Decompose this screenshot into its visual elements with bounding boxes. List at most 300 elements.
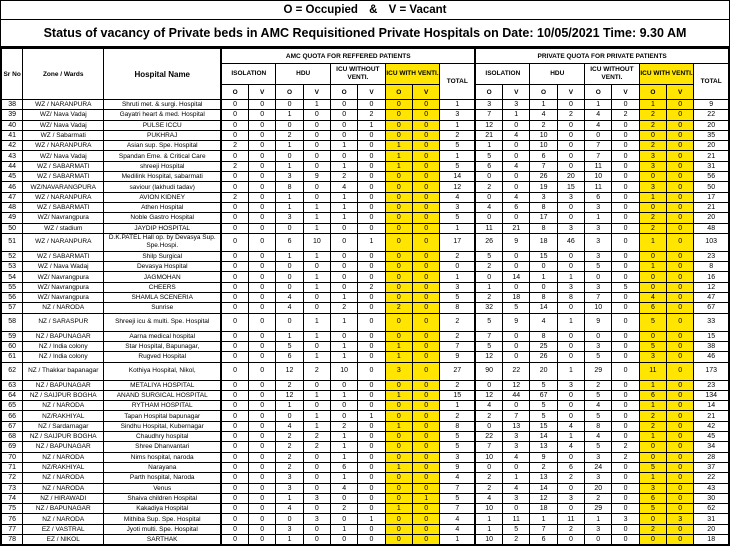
cell-pvt-total: 46 bbox=[694, 352, 729, 362]
table-row bbox=[2, 223, 729, 233]
cell-pvt-icu-with-v: 0 bbox=[667, 282, 694, 292]
table-row bbox=[2, 110, 729, 120]
cell-amc-total: 2 bbox=[440, 313, 475, 331]
cell-zone: WZ / SABARMATI bbox=[23, 172, 104, 182]
cell-amc-hdu-v: 0 bbox=[303, 524, 330, 534]
cell-pvt-isolation-v: 1 bbox=[503, 110, 530, 120]
cell-amc-icu-without-o: 0 bbox=[331, 151, 358, 161]
cell-amc-isolation-o: 0 bbox=[221, 130, 248, 140]
cell-pvt-isolation-v: 11 bbox=[503, 514, 530, 524]
cell-pvt-isolation-o: 2 bbox=[475, 473, 502, 483]
cell-zone: EZ / VASTRAL bbox=[23, 524, 104, 534]
cell-amc-icu-with-o: 0 bbox=[385, 272, 412, 282]
cell-pvt-isolation-v: 0 bbox=[503, 172, 530, 182]
cell-pvt-icu-without-o: 0 bbox=[585, 534, 612, 544]
cell-pvt-hdu-v: 46 bbox=[557, 233, 584, 251]
cell-hospital-name: METALIYA HOSPITAL bbox=[104, 380, 221, 390]
table-row bbox=[2, 151, 729, 161]
cell-sr-no: 72 bbox=[2, 473, 23, 483]
cell-amc-isolation-o: 2 bbox=[221, 141, 248, 151]
cell-pvt-isolation-o: 0 bbox=[475, 213, 502, 223]
cell-amc-icu-without-o: 0 bbox=[331, 411, 358, 421]
cell-pvt-isolation-o: 32 bbox=[475, 303, 502, 313]
cell-zone: NZ / NARODA bbox=[23, 303, 104, 313]
cell-amc-icu-with-v: 0 bbox=[413, 151, 440, 161]
cell-amc-hdu-o: 4 bbox=[276, 421, 303, 431]
cell-pvt-icu-without-o: 5 bbox=[585, 411, 612, 421]
cell-pvt-hdu-o: 7 bbox=[530, 161, 557, 171]
cell-amc-isolation-o: 0 bbox=[221, 401, 248, 411]
cell-amc-hdu-v: 1 bbox=[303, 251, 330, 261]
cell-pvt-icu-with-o: 2 bbox=[639, 110, 666, 120]
header-pvt-total: TOTAL bbox=[694, 64, 729, 100]
cell-pvt-icu-without-v: 5 bbox=[612, 282, 639, 292]
cell-pvt-isolation-o: 10 bbox=[475, 452, 502, 462]
cell-pvt-isolation-v: 4 bbox=[503, 161, 530, 171]
header-zone: Zone / Wards bbox=[23, 49, 104, 100]
cell-pvt-total: 15 bbox=[694, 331, 729, 341]
cell-pvt-icu-with-o: 3 bbox=[639, 151, 666, 161]
cell-pvt-isolation-v: 0 bbox=[503, 341, 530, 351]
cell-amc-icu-with-v: 0 bbox=[413, 213, 440, 223]
cell-amc-isolation-o: 0 bbox=[221, 172, 248, 182]
cell-amc-icu-with-o: 0 bbox=[385, 473, 412, 483]
cell-amc-hdu-v: 0 bbox=[303, 182, 330, 192]
cell-amc-hdu-v: 1 bbox=[303, 421, 330, 431]
cell-pvt-icu-with-o: 6 bbox=[639, 493, 666, 503]
cell-amc-icu-with-o: 0 bbox=[385, 130, 412, 140]
cell-pvt-total: 20 bbox=[694, 213, 729, 223]
cell-amc-icu-with-o: 0 bbox=[385, 172, 412, 182]
cell-pvt-isolation-o: 4 bbox=[475, 493, 502, 503]
cell-pvt-isolation-v: 4 bbox=[503, 452, 530, 462]
cell-pvt-hdu-o: 18 bbox=[530, 504, 557, 514]
cell-sr-no: 49 bbox=[2, 213, 23, 223]
cell-amc-icu-without-v: 0 bbox=[358, 100, 385, 110]
cell-pvt-icu-with-o: 5 bbox=[639, 462, 666, 472]
cell-amc-isolation-o: 0 bbox=[221, 151, 248, 161]
cell-pvt-icu-with-v: 0 bbox=[667, 504, 694, 514]
cell-amc-hdu-v: 0 bbox=[303, 130, 330, 140]
cell-sr-no: 75 bbox=[2, 504, 23, 514]
cell-amc-isolation-v: 0 bbox=[249, 272, 276, 282]
cell-amc-icu-without-o: 0 bbox=[331, 331, 358, 341]
cell-amc-icu-without-v: 0 bbox=[358, 130, 385, 140]
cell-amc-hdu-o: 2 bbox=[276, 130, 303, 140]
cell-amc-icu-without-o: 0 bbox=[331, 233, 358, 251]
table-row bbox=[2, 100, 729, 110]
table-row bbox=[2, 432, 729, 442]
cell-amc-icu-with-o: 3 bbox=[385, 362, 412, 380]
cell-pvt-isolation-o: 0 bbox=[475, 421, 502, 431]
cell-pvt-hdu-v: 0 bbox=[557, 504, 584, 514]
cell-pvt-hdu-v: 11 bbox=[557, 514, 584, 524]
legend bbox=[1, 1, 729, 20]
cell-pvt-icu-without-v: 0 bbox=[612, 483, 639, 493]
cell-amc-hdu-o: 3 bbox=[276, 473, 303, 483]
cell-pvt-total: 134 bbox=[694, 390, 729, 400]
header-amc-hdu: HDU bbox=[276, 64, 331, 85]
cell-pvt-isolation-o: 12 bbox=[475, 352, 502, 362]
cell-amc-hdu-o: 3 bbox=[276, 483, 303, 493]
cell-amc-isolation-v: 0 bbox=[249, 161, 276, 171]
cell-amc-hdu-v: 0 bbox=[303, 534, 330, 544]
cell-amc-icu-without-v: 0 bbox=[358, 401, 385, 411]
cell-amc-icu-without-v: 0 bbox=[358, 452, 385, 462]
cell-pvt-icu-with-v: 0 bbox=[667, 390, 694, 400]
cell-pvt-icu-without-v: 0 bbox=[612, 120, 639, 130]
cell-pvt-hdu-o: 8 bbox=[530, 223, 557, 233]
cell-pvt-icu-with-v: 0 bbox=[667, 493, 694, 503]
cell-amc-icu-without-o: 1 bbox=[331, 473, 358, 483]
cell-pvt-hdu-v: 15 bbox=[557, 182, 584, 192]
cell-pvt-icu-with-o: 2 bbox=[639, 223, 666, 233]
cell-pvt-isolation-v: 3 bbox=[503, 442, 530, 452]
header-pvt-hdu: HDU bbox=[530, 64, 585, 85]
cell-zone: NZ/RAKHIYAL bbox=[23, 462, 104, 472]
table-row bbox=[2, 390, 729, 400]
cell-pvt-icu-without-o: 4 bbox=[585, 401, 612, 411]
cell-pvt-hdu-v: 0 bbox=[557, 161, 584, 171]
cell-pvt-icu-without-v: 0 bbox=[612, 172, 639, 182]
cell-pvt-hdu-o: 15 bbox=[530, 251, 557, 261]
cell-pvt-hdu-v: 0 bbox=[557, 534, 584, 544]
cell-amc-isolation-v: 0 bbox=[249, 293, 276, 303]
cell-amc-total: 1 bbox=[440, 100, 475, 110]
cell-pvt-isolation-o: 3 bbox=[475, 100, 502, 110]
cell-amc-isolation-o: 0 bbox=[221, 251, 248, 261]
cell-pvt-icu-without-v: 3 bbox=[612, 514, 639, 524]
cell-pvt-isolation-o: 5 bbox=[475, 341, 502, 351]
cell-pvt-icu-with-o: 1 bbox=[639, 401, 666, 411]
cell-sr-no: 74 bbox=[2, 493, 23, 503]
cell-pvt-icu-without-v: 0 bbox=[612, 390, 639, 400]
cell-pvt-icu-without-o: 29 bbox=[585, 504, 612, 514]
table-row bbox=[2, 421, 729, 431]
cell-pvt-hdu-o: 26 bbox=[530, 172, 557, 182]
cell-hospital-name: Chaudhry hospital bbox=[104, 432, 221, 442]
cell-amc-isolation-v: 0 bbox=[249, 233, 276, 251]
cell-pvt-icu-with-o: 0 bbox=[639, 442, 666, 452]
cell-pvt-icu-with-o: 4 bbox=[639, 293, 666, 303]
header-pvt-isolation-v: V bbox=[503, 85, 530, 100]
cell-amc-icu-without-o: 1 bbox=[331, 192, 358, 202]
cell-pvt-isolation-o: 0 bbox=[475, 172, 502, 182]
cell-zone: NZ / Thakkar bapanagar bbox=[23, 362, 104, 380]
table-row bbox=[2, 411, 729, 421]
cell-pvt-icu-with-o: 1 bbox=[639, 432, 666, 442]
cell-amc-hdu-o: 5 bbox=[276, 341, 303, 351]
cell-amc-icu-without-v: 0 bbox=[358, 151, 385, 161]
table-row bbox=[2, 161, 729, 171]
header-amc-icu-without-venti: ICU WITHOUT VENTI. bbox=[331, 64, 386, 85]
cell-amc-hdu-o: 0 bbox=[276, 262, 303, 272]
cell-pvt-icu-with-v: 0 bbox=[667, 362, 694, 380]
cell-hospital-name: Gayatri heart & med. Hospital bbox=[104, 110, 221, 120]
cell-pvt-total: 48 bbox=[694, 223, 729, 233]
cell-pvt-isolation-o: 7 bbox=[475, 442, 502, 452]
cell-pvt-hdu-v: 0 bbox=[557, 401, 584, 411]
cell-amc-icu-with-v: 0 bbox=[413, 473, 440, 483]
cell-zone: WZ / Nava Wadaj bbox=[23, 262, 104, 272]
cell-pvt-icu-without-v: 0 bbox=[612, 223, 639, 233]
cell-amc-isolation-o: 0 bbox=[221, 514, 248, 524]
cell-amc-icu-with-v: 0 bbox=[413, 282, 440, 292]
cell-zone: WZ/ Navrangpura bbox=[23, 213, 104, 223]
cell-pvt-icu-without-v: 2 bbox=[612, 110, 639, 120]
cell-pvt-hdu-o: 25 bbox=[530, 341, 557, 351]
cell-zone: NZ / NARODA bbox=[23, 452, 104, 462]
cell-pvt-icu-with-v: 0 bbox=[667, 421, 694, 431]
cell-amc-isolation-v: 0 bbox=[249, 462, 276, 472]
cell-amc-hdu-v: 0 bbox=[303, 483, 330, 493]
cell-amc-icu-with-o: 0 bbox=[385, 524, 412, 534]
cell-amc-isolation-v: 0 bbox=[249, 401, 276, 411]
cell-amc-isolation-v: 0 bbox=[249, 514, 276, 524]
cell-zone: NZ / SAIJPUR BOGHA bbox=[23, 390, 104, 400]
cell-amc-total: 4 bbox=[440, 473, 475, 483]
cell-amc-icu-without-v: 0 bbox=[358, 202, 385, 212]
cell-hospital-name: Narayana bbox=[104, 462, 221, 472]
cell-amc-hdu-v: 1 bbox=[303, 313, 330, 331]
cell-pvt-hdu-v: 0 bbox=[557, 452, 584, 462]
cell-amc-hdu-v: 1 bbox=[303, 411, 330, 421]
cell-amc-icu-without-o: 1 bbox=[331, 341, 358, 351]
cell-zone: NZ / SAIJPUR BOGHA bbox=[23, 432, 104, 442]
cell-pvt-isolation-v: 0 bbox=[503, 262, 530, 272]
cell-amc-icu-with-o: 0 bbox=[385, 514, 412, 524]
cell-zone: NZ / BAPUNAGAR bbox=[23, 331, 104, 341]
cell-pvt-icu-with-v: 0 bbox=[667, 473, 694, 483]
cell-pvt-isolation-v: 22 bbox=[503, 362, 530, 380]
cell-pvt-hdu-v: 3 bbox=[557, 282, 584, 292]
cell-sr-no: 76 bbox=[2, 514, 23, 524]
cell-hospital-name: Kothiya Hospital, Nikol, bbox=[104, 362, 221, 380]
header-private-quota: PRIVATE QUOTA FOR PRIVATE PATIENTS bbox=[475, 49, 728, 64]
cell-pvt-isolation-o: 2 bbox=[475, 483, 502, 493]
cell-amc-hdu-o: 1 bbox=[276, 534, 303, 544]
cell-pvt-icu-without-o: 4 bbox=[585, 120, 612, 130]
cell-pvt-icu-with-o: 5 bbox=[639, 504, 666, 514]
table-row bbox=[2, 483, 729, 493]
table-row bbox=[2, 341, 729, 351]
cell-amc-icu-with-v: 0 bbox=[413, 341, 440, 351]
cell-amc-icu-without-o: 1 bbox=[331, 432, 358, 442]
cell-amc-icu-without-o: 10 bbox=[331, 362, 358, 380]
cell-pvt-icu-with-o: 1 bbox=[639, 100, 666, 110]
cell-pvt-icu-without-o: 3 bbox=[585, 473, 612, 483]
cell-amc-total: 17 bbox=[440, 233, 475, 251]
cell-pvt-isolation-o: 6 bbox=[475, 161, 502, 171]
table-row bbox=[2, 504, 729, 514]
cell-amc-icu-with-o: 0 bbox=[385, 331, 412, 341]
cell-amc-icu-with-v: 0 bbox=[413, 130, 440, 140]
cell-pvt-isolation-v: 7 bbox=[503, 411, 530, 421]
cell-amc-icu-with-o: 0 bbox=[385, 483, 412, 493]
cell-amc-isolation-o: 0 bbox=[221, 313, 248, 331]
cell-amc-isolation-v: 0 bbox=[249, 352, 276, 362]
cell-amc-icu-with-v: 0 bbox=[413, 202, 440, 212]
cell-amc-icu-with-v: 0 bbox=[413, 432, 440, 442]
cell-amc-hdu-v: 1 bbox=[303, 223, 330, 233]
cell-sr-no: 67 bbox=[2, 421, 23, 431]
cell-pvt-hdu-v: 0 bbox=[557, 483, 584, 493]
cell-amc-icu-with-v: 0 bbox=[413, 421, 440, 431]
cell-pvt-hdu-o: 5 bbox=[530, 411, 557, 421]
cell-pvt-icu-without-v: 0 bbox=[612, 293, 639, 303]
cell-pvt-total: 21 bbox=[694, 202, 729, 212]
cell-pvt-total: 23 bbox=[694, 380, 729, 390]
cell-pvt-icu-without-o: 3 bbox=[585, 282, 612, 292]
cell-amc-hdu-o: 0 bbox=[276, 223, 303, 233]
cell-amc-hdu-o: 2 bbox=[276, 452, 303, 462]
cell-pvt-isolation-o: 1 bbox=[475, 141, 502, 151]
cell-amc-isolation-v: 0 bbox=[249, 141, 276, 151]
cell-sr-no: 60 bbox=[2, 341, 23, 351]
cell-pvt-total: 47 bbox=[694, 293, 729, 303]
cell-amc-icu-with-o: 0 bbox=[385, 251, 412, 261]
cell-pvt-icu-without-o: 3 bbox=[585, 524, 612, 534]
cell-pvt-hdu-v: 0 bbox=[557, 251, 584, 261]
cell-amc-icu-without-v: 0 bbox=[358, 432, 385, 442]
cell-pvt-icu-without-v: 0 bbox=[612, 262, 639, 272]
cell-pvt-hdu-o: 67 bbox=[530, 390, 557, 400]
cell-pvt-total: 17 bbox=[694, 192, 729, 202]
cell-pvt-icu-with-v: 0 bbox=[667, 172, 694, 182]
header-amc-icu-with-o: O bbox=[385, 85, 412, 100]
cell-hospital-name: Shree Dhanvantari bbox=[104, 442, 221, 452]
cell-amc-hdu-o: 1 bbox=[276, 192, 303, 202]
cell-pvt-icu-with-v: 0 bbox=[667, 452, 694, 462]
cell-amc-hdu-o: 0 bbox=[276, 411, 303, 421]
cell-amc-icu-with-o: 0 bbox=[385, 192, 412, 202]
cell-pvt-icu-with-o: 2 bbox=[639, 141, 666, 151]
cell-hospital-name: ANAND SURGICAL HOSPITAL bbox=[104, 390, 221, 400]
cell-pvt-total: 21 bbox=[694, 151, 729, 161]
cell-pvt-isolation-v: 4 bbox=[503, 483, 530, 493]
cell-pvt-icu-with-v: 0 bbox=[667, 151, 694, 161]
header-amc-icu-without-v: V bbox=[358, 85, 385, 100]
cell-amc-icu-without-v: 0 bbox=[358, 380, 385, 390]
cell-sr-no: 59 bbox=[2, 331, 23, 341]
cell-zone: NZ / BAPUNAGAR bbox=[23, 504, 104, 514]
cell-amc-icu-without-o: 1 bbox=[331, 141, 358, 151]
cell-amc-total: 3 bbox=[440, 282, 475, 292]
cell-amc-icu-without-o: 0 bbox=[331, 251, 358, 261]
cell-amc-icu-without-v: 0 bbox=[358, 473, 385, 483]
cell-pvt-isolation-o: 10 bbox=[475, 534, 502, 544]
cell-pvt-hdu-v: 0 bbox=[557, 411, 584, 421]
cell-pvt-icu-with-o: 2 bbox=[639, 120, 666, 130]
cell-amc-isolation-o: 0 bbox=[221, 452, 248, 462]
cell-sr-no: 40 bbox=[2, 120, 23, 130]
cell-amc-isolation-v: 0 bbox=[249, 100, 276, 110]
cell-pvt-icu-without-v: 2 bbox=[612, 452, 639, 462]
header-pvt-isolation-o: O bbox=[475, 85, 502, 100]
cell-hospital-name: CHEERS bbox=[104, 282, 221, 292]
cell-amc-hdu-v: 10 bbox=[303, 233, 330, 251]
cell-hospital-name: shreeji Hospital bbox=[104, 161, 221, 171]
cell-pvt-isolation-o: 2 bbox=[475, 262, 502, 272]
cell-zone: WZ / NARANPURA bbox=[23, 192, 104, 202]
header-sr-no: Sr No bbox=[2, 49, 23, 100]
cell-amc-isolation-v: 0 bbox=[249, 120, 276, 130]
cell-pvt-hdu-v: 2 bbox=[557, 473, 584, 483]
cell-amc-icu-without-o: 0 bbox=[331, 130, 358, 140]
cell-sr-no: 63 bbox=[2, 380, 23, 390]
cell-hospital-name: PULSE ICCU bbox=[104, 120, 221, 130]
cell-pvt-icu-without-v: 0 bbox=[612, 352, 639, 362]
cell-amc-isolation-o: 0 bbox=[221, 362, 248, 380]
cell-hospital-name: Medilink Hospital, sabarmati bbox=[104, 172, 221, 182]
cell-pvt-isolation-v: 4 bbox=[503, 130, 530, 140]
cell-pvt-total: 31 bbox=[694, 161, 729, 171]
cell-amc-total: 3 bbox=[440, 110, 475, 120]
cell-amc-icu-without-o: 0 bbox=[331, 272, 358, 282]
table-row bbox=[2, 262, 729, 272]
cell-pvt-hdu-o: 20 bbox=[530, 362, 557, 380]
cell-pvt-hdu-v: 2 bbox=[557, 110, 584, 120]
cell-pvt-hdu-o: 12 bbox=[530, 493, 557, 503]
cell-amc-hdu-v: 1 bbox=[303, 213, 330, 223]
cell-pvt-hdu-o: 6 bbox=[530, 151, 557, 161]
cell-zone: WZ/ Nava Vadaj bbox=[23, 151, 104, 161]
cell-pvt-icu-without-v: 0 bbox=[612, 233, 639, 251]
cell-amc-icu-with-v: 0 bbox=[413, 524, 440, 534]
cell-pvt-hdu-v: 0 bbox=[557, 120, 584, 130]
cell-pvt-icu-with-v: 0 bbox=[667, 352, 694, 362]
page-title: Status of vacancy of Private beds in AMC Requisitioned Private Hospitals on Date: 10/05/2021 Time: 9.30 AM bbox=[1, 20, 729, 48]
cell-pvt-isolation-v: 0 bbox=[503, 331, 530, 341]
cell-pvt-isolation-o: 22 bbox=[475, 432, 502, 442]
cell-pvt-isolation-v: 0 bbox=[503, 352, 530, 362]
cell-amc-isolation-v: 0 bbox=[249, 504, 276, 514]
cell-amc-isolation-o: 0 bbox=[221, 341, 248, 351]
cell-pvt-icu-with-o: 0 bbox=[639, 130, 666, 140]
cell-pvt-icu-without-v: 0 bbox=[612, 401, 639, 411]
cell-pvt-isolation-v: 0 bbox=[503, 401, 530, 411]
cell-pvt-isolation-v: 1 bbox=[503, 473, 530, 483]
cell-pvt-hdu-v: 0 bbox=[557, 390, 584, 400]
cell-amc-icu-without-v: 0 bbox=[358, 192, 385, 202]
cell-pvt-isolation-v: 44 bbox=[503, 390, 530, 400]
cell-zone: WZ/NAVARANGPURA bbox=[23, 182, 104, 192]
cell-sr-no: 52 bbox=[2, 251, 23, 261]
legend-occupied: O = Occupied bbox=[283, 4, 358, 16]
cell-pvt-isolation-o: 10 bbox=[475, 504, 502, 514]
cell-sr-no: 64 bbox=[2, 390, 23, 400]
cell-pvt-icu-with-o: 0 bbox=[639, 251, 666, 261]
cell-amc-isolation-v: 0 bbox=[249, 473, 276, 483]
cell-sr-no: 44 bbox=[2, 161, 23, 171]
cell-amc-isolation-o: 0 bbox=[221, 303, 248, 313]
cell-hospital-name: Nims hospital, naroda bbox=[104, 452, 221, 462]
cell-amc-icu-with-o: 2 bbox=[385, 303, 412, 313]
cell-sr-no: 43 bbox=[2, 151, 23, 161]
cell-amc-icu-without-o: 0 bbox=[331, 282, 358, 292]
cell-amc-isolation-v: 0 bbox=[249, 331, 276, 341]
cell-pvt-icu-without-v: 0 bbox=[612, 130, 639, 140]
cell-amc-hdu-o: 1 bbox=[276, 251, 303, 261]
cell-pvt-icu-without-o: 0 bbox=[585, 331, 612, 341]
cell-amc-icu-without-v: 0 bbox=[358, 331, 385, 341]
table-row bbox=[2, 452, 729, 462]
cell-hospital-name: Venus bbox=[104, 483, 221, 493]
cell-pvt-icu-with-v: 0 bbox=[667, 223, 694, 233]
cell-amc-icu-with-o: 0 bbox=[385, 401, 412, 411]
cell-sr-no: 73 bbox=[2, 483, 23, 493]
cell-amc-icu-without-o: 0 bbox=[331, 120, 358, 130]
